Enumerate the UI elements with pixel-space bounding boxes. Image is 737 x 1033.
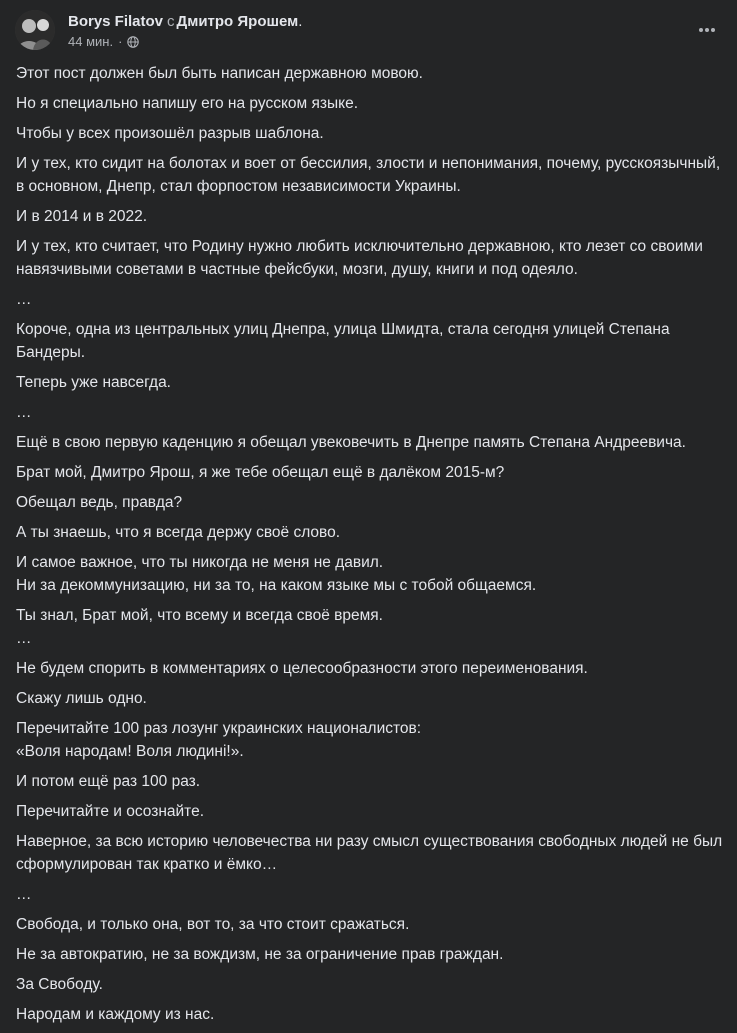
- post-paragraph: Но я специально напишу его на русском языке.: [16, 95, 358, 112]
- post-body: [16, 62, 727, 1033]
- post-paragraph: Чтобы у всех произошёл разрыв шаблона.: [16, 125, 324, 142]
- post-paragraph: Короче, одна из центральных улиц Днепра, улица Шмидта, стала сегодня улицей Степана Бандеры.: [16, 321, 670, 361]
- post-paragraph: И самое важное, что ты никогда не меня не давил. Ни за декоммунизацию, ни за то, на каком языке мы с тобой общаемся.: [16, 554, 537, 594]
- post-names: [68, 12, 302, 32]
- post-header: [15, 10, 727, 54]
- author-avatar[interactable]: [15, 10, 55, 50]
- post-paragraph: Перечитайте 100 раз лозунг украинских националистов: «Воля народам! Воля людині!».: [16, 720, 422, 760]
- post-paragraph: Ещё в свою первую каденцию я обещал увековечить в Днепре память Степана Андреевича.: [16, 434, 686, 451]
- post-paragraph: Свобода, и только она, вот то, за что стоит сражаться.: [16, 916, 410, 933]
- post-paragraph: Теперь уже навсегда.: [16, 374, 171, 391]
- more-horizontal-icon[interactable]: [693, 16, 721, 44]
- post-paragraph: И у тех, кто считает, что Родину нужно любить исключительно державною, кто лезет со своими навязчивыми советами в частные фейсбуки, мозги, душу, книги и под одеяло.: [16, 238, 703, 278]
- post-paragraph: Не будем спорить в комментариях о целесообразности этого переименования.: [16, 660, 588, 677]
- tagged-person[interactable]: Дмитро Ярошем: [176, 13, 299, 30]
- post-paragraph: Брат мой, Дмитро Ярош, я же тебе обещал ещё в далёком 2015-м?: [16, 464, 505, 481]
- avatar-image: [15, 10, 55, 50]
- post-time[interactable]: 44 мин.: [68, 34, 114, 49]
- post-paragraph: …: [16, 886, 32, 903]
- tagged-suffix: .: [298, 13, 303, 30]
- post-paragraph: Наверное, за всю историю человечества ни разу смысл существования свободных людей не был сформулирован так кратко и ёмко…: [16, 833, 723, 873]
- post-paragraph: Обещал ведь, правда?: [16, 494, 183, 511]
- post-meta: [68, 12, 302, 51]
- post-paragraph: И у тех, кто сидит на болотах и воет от бессилия, злости и непонимания, почему, русскоязычный, в основном, Днепр, стал форпостом независимости Украины.: [16, 155, 721, 195]
- with-word: с: [167, 13, 175, 30]
- post-paragraph: Народам и каждому из нас.: [16, 1006, 215, 1023]
- post-paragraph: И в 2014 и в 2022.: [16, 208, 148, 225]
- post-paragraph: Этот пост должен был быть написан державною мовою.: [16, 65, 423, 82]
- separator: ·: [118, 34, 123, 49]
- post-paragraph: Ты знал, Брат мой, что всему и всегда своё время. …: [16, 607, 383, 647]
- globe-icon[interactable]: [127, 36, 139, 48]
- author-name[interactable]: Borys Filatov: [68, 13, 164, 30]
- post-paragraph: …: [16, 291, 32, 308]
- post-subline: [68, 33, 302, 51]
- post-paragraph: За Свободу.: [16, 976, 103, 993]
- post-paragraph: А ты знаешь, что я всегда держу своё слово.: [16, 524, 341, 541]
- post-paragraph: …: [16, 404, 32, 421]
- post-paragraph: Не за автократию, не за вождизм, не за ограничение прав граждан.: [16, 946, 504, 963]
- post-paragraph: Перечитайте и осознайте.: [16, 803, 205, 820]
- post-paragraph: Скажу лишь одно.: [16, 690, 147, 707]
- post-paragraph: И потом ещё раз 100 раз.: [16, 773, 201, 790]
